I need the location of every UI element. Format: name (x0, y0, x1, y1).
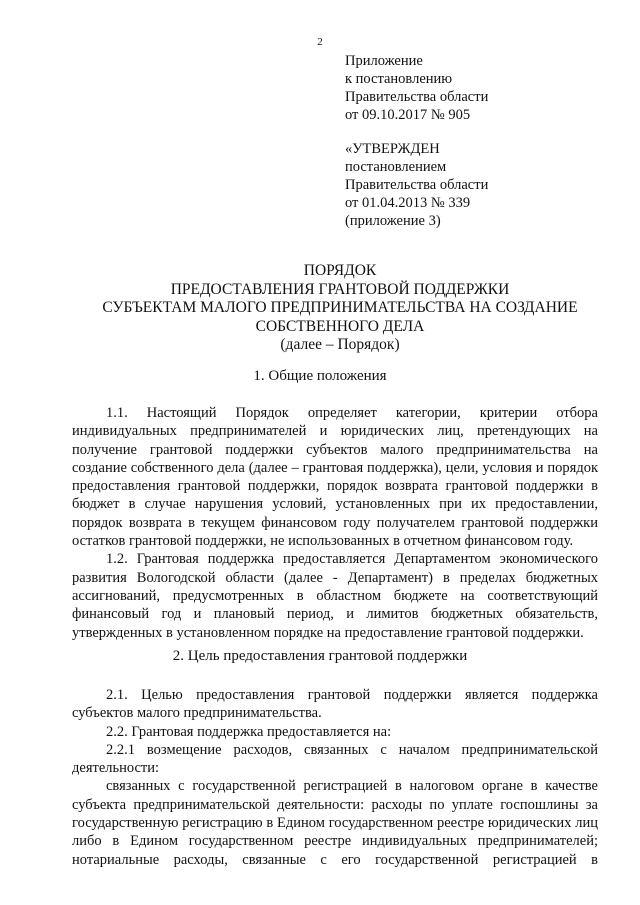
paragraph-2-1: 2.1. Целью предоставления грантовой поддержки является поддержка субъектов малого предпринимательства. (72, 687, 598, 722)
title-line: СУБЪЕКТАМ МАЛОГО ПРЕДПРИНИМАТЕЛЬСТВА НА СОЗДАНИЕ (102, 299, 578, 316)
document-title (90, 262, 590, 355)
appendix-line: к постановлению (345, 71, 453, 87)
title-line: (далее – Порядок) (280, 336, 400, 353)
paragraph-1-2: 1.2. Грантовая поддержка предоставляется Департаментом экономического развития Вологодской области (далее - Департамент) в пределах бюджетных ассигнований, предусмотренных в областном бюджете на соответствующий финансовый год и плановый период, и лимитов бюджетных обязательств, утвержденных в установленном порядке на предоставление грантовой поддержки. (72, 551, 598, 641)
appendix-block (345, 52, 488, 124)
paragraph-2-2: 2.2. Грантовая поддержка предоставляется на: (106, 723, 392, 740)
paragraph-1-1: 1.1. Настоящий Порядок определяет категории, критерии отбора индивидуальных предпринимателей и юридических лиц, претендующих на получение грантовой поддержки субъектов малого предпринимательства на создание собственного дела (далее – грантовая поддержка), цели, условия и порядок предоставления грантовой поддержки, порядок возврата грантовой поддержки в бюджет в случае нарушения условий, установленных при их предоставлении, порядок возврата в текущем финансовом году получателем грантовой поддержки остатков грантовой поддержки, не использованных в отчетном финансовом году. (72, 405, 598, 550)
approved-line: (приложение 3) (345, 213, 441, 229)
approved-line: «УТВЕРЖДЕН (345, 141, 440, 157)
section-1-body (72, 404, 598, 642)
section-2-body (72, 686, 598, 869)
appendix-line: Правительства области (345, 89, 489, 105)
approved-line: постановлением (345, 159, 447, 175)
section-1-heading: 1. Общие положения (253, 368, 387, 384)
appendix-line: Приложение (345, 53, 423, 69)
section-2-heading: 2. Цель предоставления грантовой поддержки (172, 648, 468, 664)
approved-line: Правительства области (345, 177, 489, 193)
approved-line: от 01.04.2013 № 339 (345, 195, 471, 211)
approved-block (345, 140, 488, 230)
title-line: ПРЕДОСТАВЛЕНИЯ ГРАНТОВОЙ ПОДДЕРЖКИ (170, 280, 510, 298)
appendix-line: от 09.10.2017 № 905 (345, 107, 471, 123)
paragraph-2-2-1: 2.2.1 возмещение расходов, связанных с началом предпринимательской деятельности: (72, 741, 598, 777)
title-line: СОБСТВЕННОГО ДЕЛА (255, 317, 425, 335)
title-line: ПОРЯДОК (303, 262, 377, 279)
paragraph-2-2-1-a: связанных с государственной регистрацией в налоговом органе в качестве субъекта предпринимательской деятельности: расходы по уплате госпошлины за государственную регистрацию в Едином государственном реестре юридических лиц либо в Едином государственном реестре индивидуальных предпринимателей; нотариальные расходы, связанные с его государственной регистрацией в (72, 778, 598, 868)
page-number: 2 (317, 36, 323, 48)
